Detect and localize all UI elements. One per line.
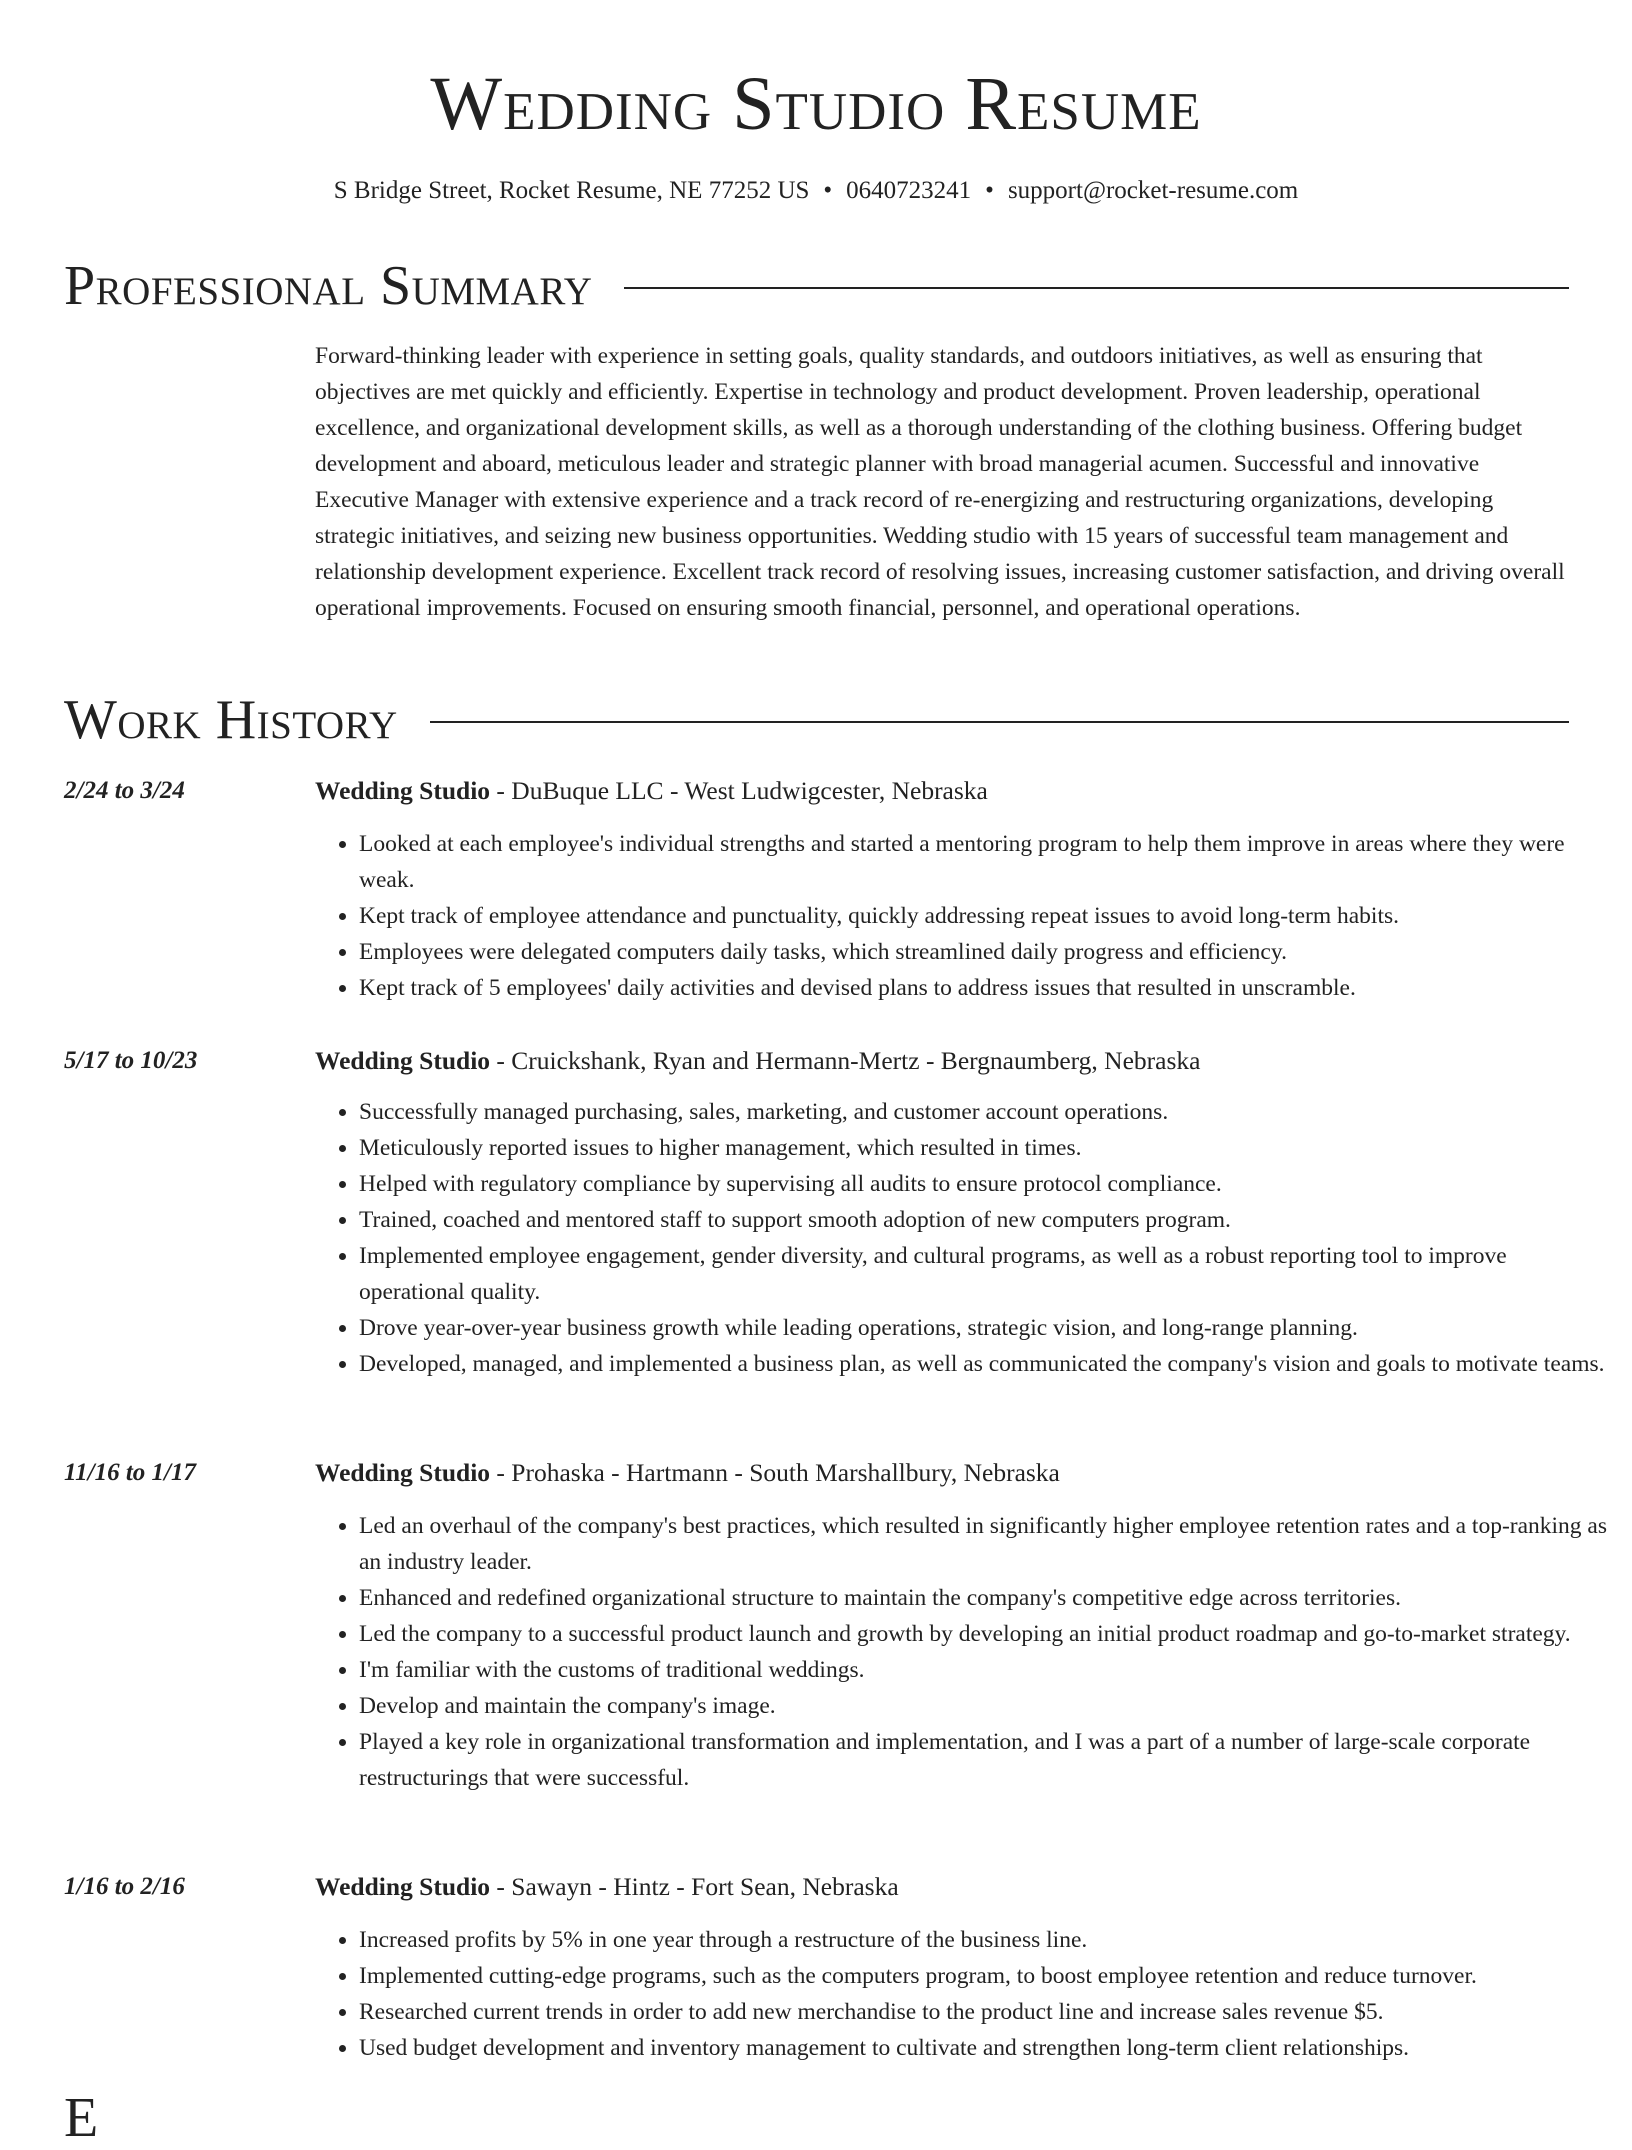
job-title (315, 774, 1569, 808)
job-dates: 2/24 to 3/24 (64, 777, 185, 804)
job-bullet-list (315, 826, 1613, 1006)
job-employer-location: - Sawayn - Hintz - Fort Sean, Nebraska (490, 1872, 899, 1901)
job-role: Wedding Studio (315, 776, 491, 805)
job-dates: 5/17 to 10/23 (64, 1047, 198, 1074)
job-bullet: • Successfully managed purchasing, sales, marketing, and customer account operations. (359, 1094, 1613, 1130)
job-title (315, 1456, 1569, 1490)
job-role: Wedding Studio (315, 1872, 491, 1901)
job-bullet: • Increased profits by 5% in one year through a restructure of the business line. (359, 1922, 1613, 1958)
job-role: Wedding Studio (315, 1458, 491, 1487)
work-section-title: Work History (64, 689, 398, 751)
summary-section-header (64, 254, 1569, 318)
job-bullet: • Enhanced and redefined organizational structure to maintain the company's competitive edge across territories. (359, 1580, 1613, 1616)
next-section-title-partial: E (64, 2087, 99, 2149)
job-bullet: • Helped with regulatory compliance by supervising all audits to ensure protocol compliance. (359, 1166, 1613, 1202)
job-employer-location: - Prohaska - Hartmann - South Marshallbury, Nebraska (490, 1458, 1060, 1487)
contact-email: support@rocket-resume.com (1007, 177, 1299, 204)
job-bullet: • Drove year-over-year business growth while leading operations, strategic vision, and long-range planning. (359, 1310, 1613, 1346)
job-bullet: • Implemented employee engagement, gender diversity, and cultural programs, as well as a robust reporting tool to improve operational quality. (359, 1238, 1613, 1310)
job-bullet-list (315, 1094, 1613, 1382)
job-bullet: • Led the company to a successful product launch and growth by developing an initial product roadmap and go-to-market strategy. (359, 1616, 1613, 1652)
job-bullet: • Played a key role in organizational transformation and implementation, and I was a part of a number of large-scale corporate restructurings that were successful. (359, 1724, 1613, 1796)
job-bullet: • Kept track of 5 employees' daily activities and devised plans to address issues that resulted in unscramble. (359, 970, 1613, 1006)
job-employer-location: - DuBuque LLC - West Ludwigcester, Nebraska (490, 776, 988, 805)
job-bullet: • Implemented cutting-edge programs, such as the computers program, to boost employee retention and reduce turnover. (359, 1958, 1613, 1994)
job-bullet: • Looked at each employee's individual strengths and started a mentoring program to help them improve in areas where they were weak. (359, 826, 1613, 898)
summary-section-title: Professional Summary (64, 255, 593, 317)
resume-name: Wedding Studio Resume (430, 62, 1202, 146)
summary-text: Forward-thinking leader with experience in setting goals, quality standards, and outdoors initiatives, as well as ensuring that objectives are met quickly and efficiently. Expertise in technology and product development. Proven leadership, operational excellence, and organizational development skills, as well as a thorough understanding of the clothing business. Offering budget development and aboard, meticulous leader and strategic planner with broad managerial acumen. Successful and innovative Executive Manager with extensive experience and a track record of re-energizing and restructuring organizations, developing strategic initiatives, and seizing new business opportunities. Wedding studio with 15 years of successful team management and relationship development experience. Excellent track record of resolving issues, increasing customer satisfaction, and driving overall operational improvements. Focused on ensuring smooth financial, personnel, and operational operations. (315, 343, 1565, 621)
job-bullet: • Led an overhaul of the company's best practices, which resulted in significantly higher employee retention rates and a top-ranking as an industry leader. (359, 1508, 1613, 1580)
section-divider (430, 721, 1569, 723)
job-bullet: • Kept track of employee attendance and punctuality, quickly addressing repeat issues to avoid long-term habits. (359, 898, 1613, 934)
job-employer-location: - Cruickshank, Ryan and Hermann-Mertz - Bergnaumberg, Nebraska (490, 1046, 1201, 1075)
job-dates: 11/16 to 1/17 (64, 1459, 196, 1486)
job-bullet-list (315, 1922, 1613, 2066)
section-divider (624, 287, 1569, 289)
job-bullet: • Meticulously reported issues to higher management, which resulted in times. (359, 1130, 1613, 1166)
job-bullet: • Used budget development and inventory management to cultivate and strengthen long-term client relationships. (359, 2030, 1613, 2066)
job-role: Wedding Studio (315, 1046, 491, 1075)
job-bullet-list (315, 1508, 1613, 1796)
job-bullet: • Developed, managed, and implemented a business plan, as well as communicated the company's vision and goals to motivate teams. (359, 1346, 1613, 1382)
job-bullet: • Develop and maintain the company's image. (359, 1688, 1613, 1724)
work-section-header (64, 688, 1569, 752)
job-bullet: • Employees were delegated computers daily tasks, which streamlined daily progress and efficiency. (359, 934, 1613, 970)
job-bullet: • I'm familiar with the customs of traditional weddings. (359, 1652, 1613, 1688)
contact-separator: • (823, 177, 833, 204)
job-bullet: • Trained, coached and mentored staff to support smooth adoption of new computers program. (359, 1202, 1613, 1238)
contact-address: S Bridge Street, Rocket Resume, NE 77252 US (333, 177, 810, 204)
job-title (315, 1044, 1569, 1078)
job-dates: 1/16 to 2/16 (64, 1873, 185, 1900)
job-bullet: • Researched current trends in order to add new merchandise to the product line and increase sales revenue $5. (359, 1994, 1613, 2030)
contact-line (0, 174, 1632, 208)
job-title (315, 1870, 1569, 1904)
contact-phone: 0640723241 (846, 177, 972, 204)
contact-separator: • (985, 177, 994, 204)
